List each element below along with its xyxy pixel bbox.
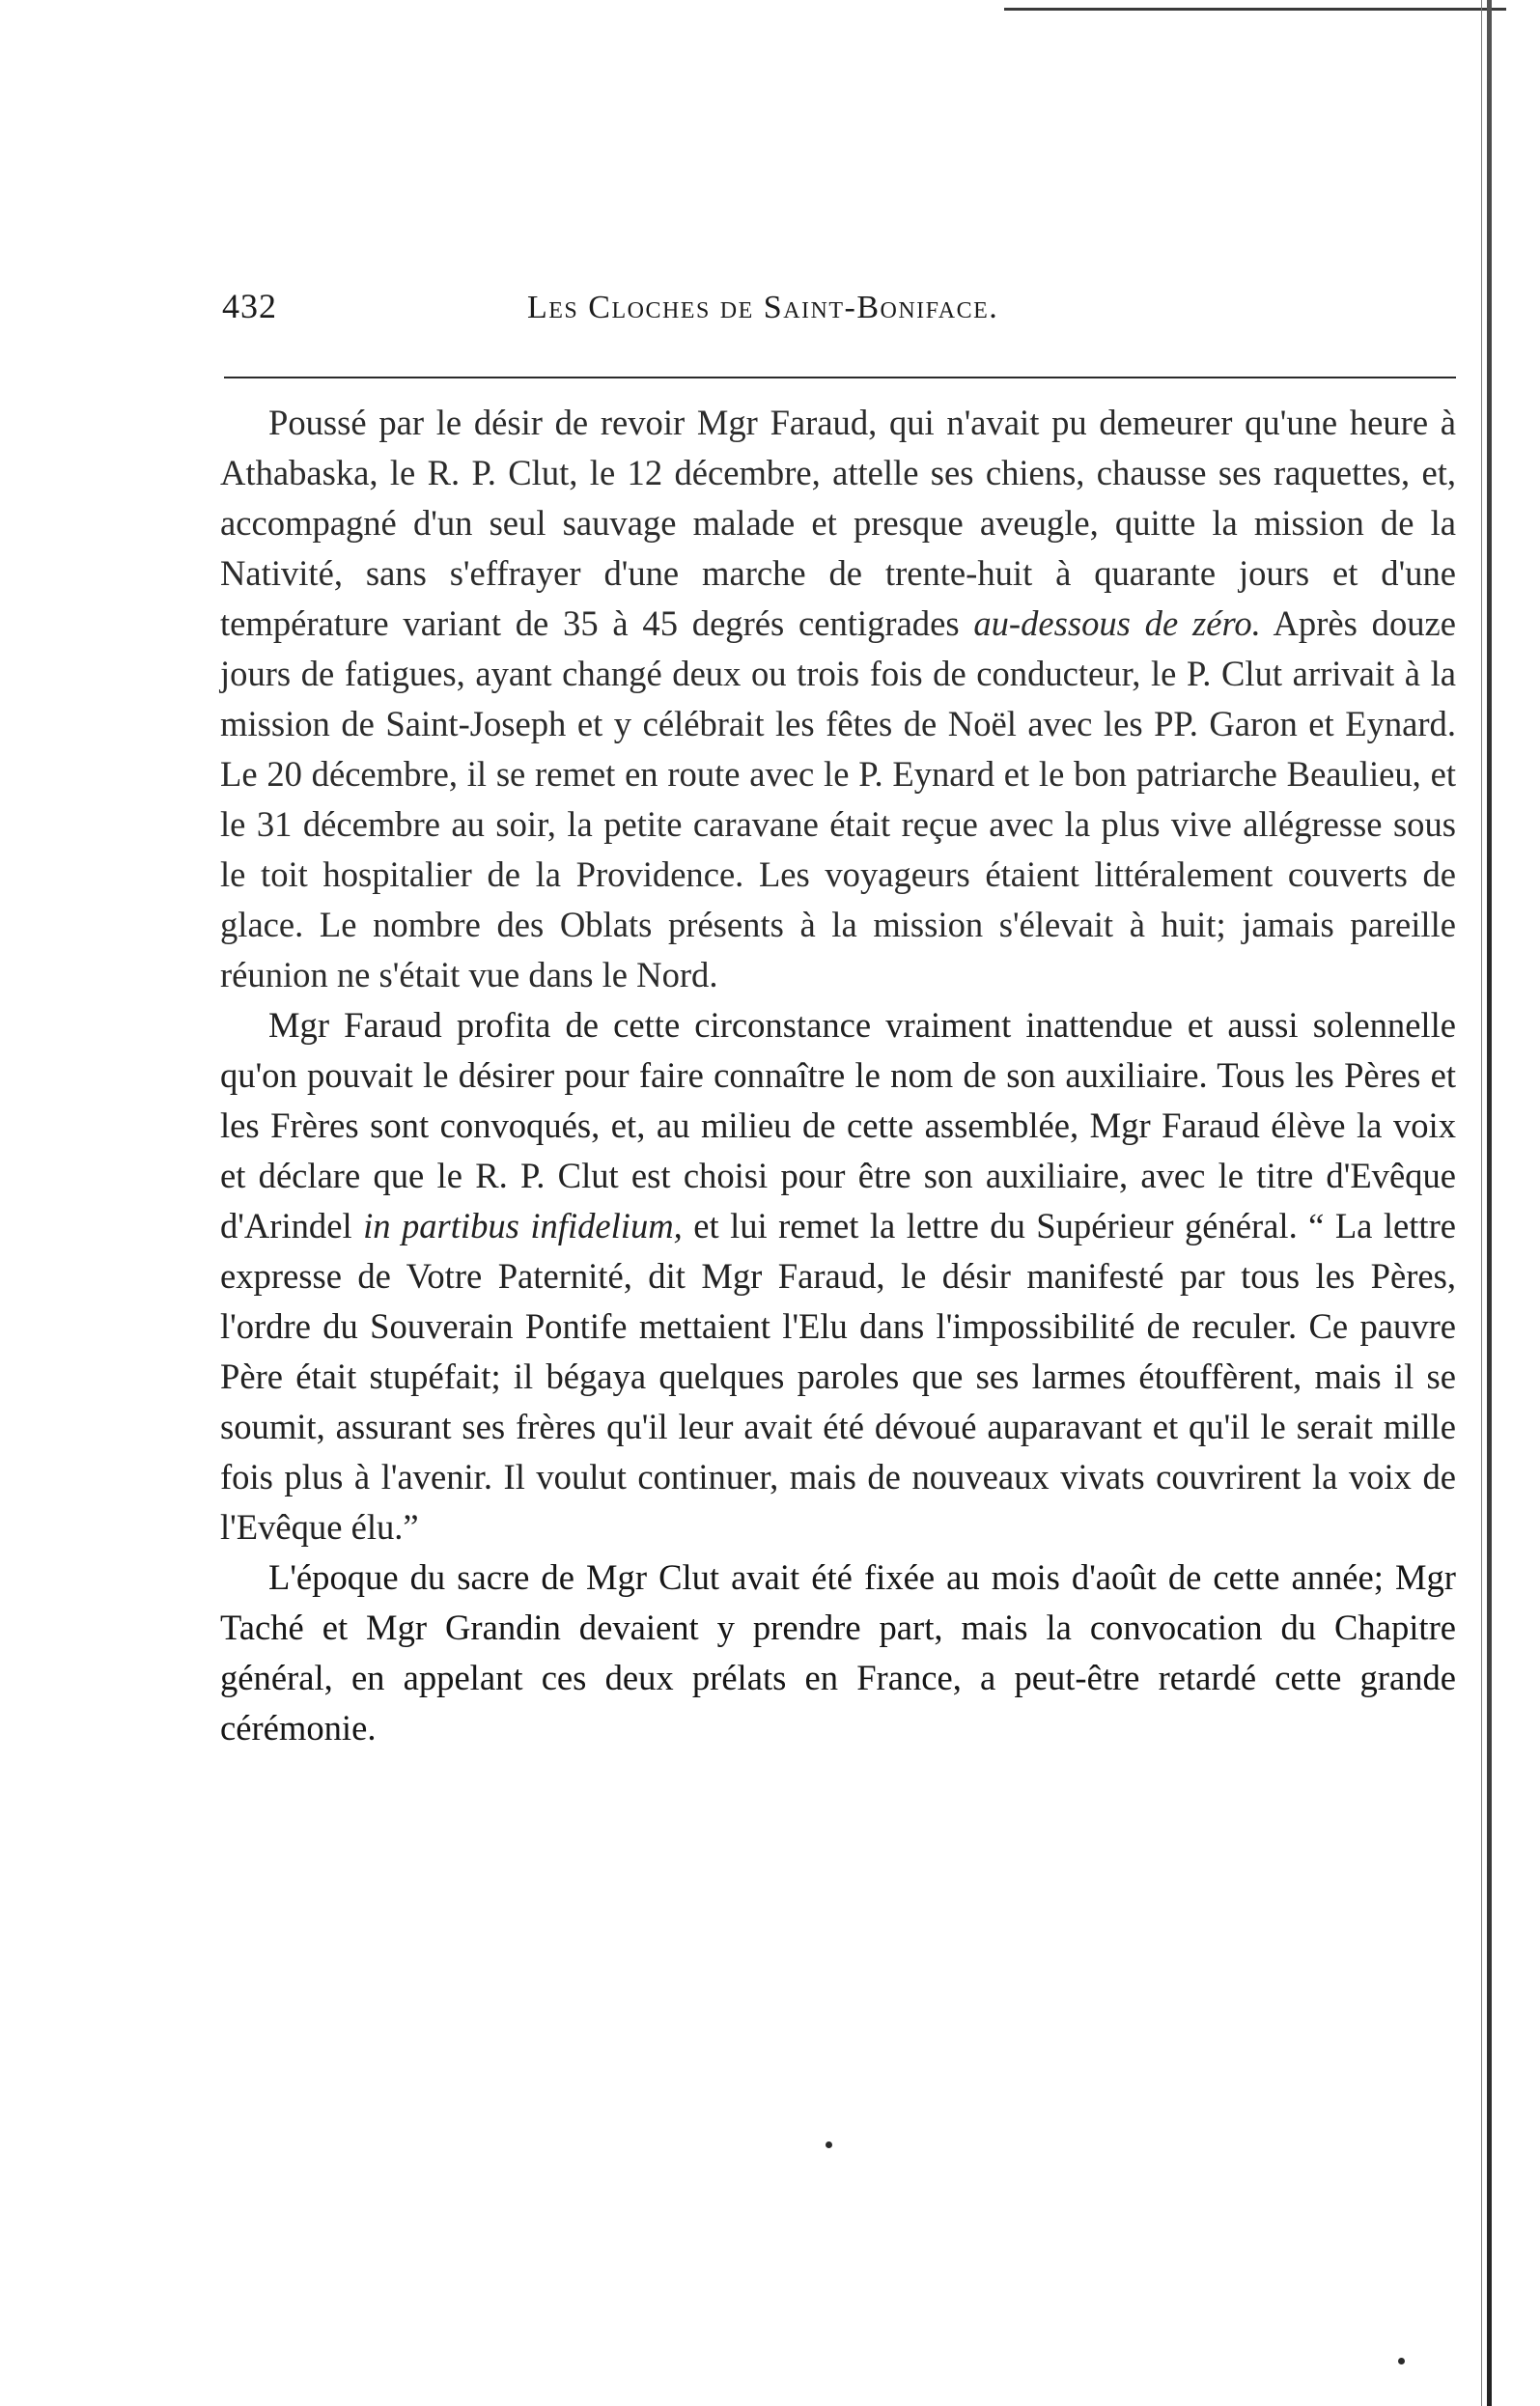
paragraph-1-text-a: Poussé par le désir de revoir Mgr Faraud, qui n'avait pu demeurer qu'une heure à Athabaska, le R. P. Clut, le 12 décembre, attelle ses chiens, chausse ses raquettes, et, accompagné d'un seul sauvage malade et presque aveugle, quitte la mission de la Nativité, sans s'effrayer d'une marche de trente-huit à quarante jours et d'une température variant de 35 à 45 degrés centigrades <box>220 403 1456 643</box>
page-number: 432 <box>222 287 277 325</box>
body-text <box>220 398 1456 1753</box>
paragraph-3-text: L'époque du sacre de Mgr Clut avait été fixée au mois d'août de cette année; Mgr Taché et Mgr Grandin devaient y prendre part, mais la convocation du Chapitre général, en appelant ces deux prélats en France, a peut-être retardé cette grande cérémonie. <box>220 1557 1456 1748</box>
page-header <box>222 286 1448 344</box>
paragraph-3 <box>220 1553 1456 1753</box>
header-rule <box>224 377 1456 378</box>
ink-speck <box>1398 2358 1405 2364</box>
paragraph-1-italic: au-dessous de zéro. <box>973 603 1261 643</box>
paragraph-2-italic: in partibus infidelium, <box>363 1206 683 1245</box>
paragraph-2-text-b: et lui remet la lettre du Supérieur général. “ La lettre expresse de Votre Paternité, dit Mgr Faraud, le désir manifesté par tous les Pères, l'ordre du Souverain Pontife mettaient l'Elu dans l'impossibilité de reculer. Ce pauvre Père était stupéfait; il bégaya quelques paroles que ses larmes étouffèrent, mais il se soumit, assurant ses frères qu'il leur avait été dévoué auparavant et qu'il le serait mille fois plus à l'avenir. Il voulut continuer, mais de nouveaux vivats couvrirent la voix de l'Evêque élu.” <box>220 1206 1456 1547</box>
paragraph-2-text-a: Mgr Faraud profita de cette circonstance vraiment inattendue et aussi solennelle qu'on pouvait le désirer pour faire connaître le nom de son auxiliaire. Tous les Pères et les Frères sont convoqués, et, au milieu de cette assemblée, Mgr Faraud élève la voix et déclare que le R. P. Clut est choisi pour être son auxiliaire, avec le titre d'Evêque d'Arindel <box>220 1005 1456 1245</box>
paragraph-1 <box>220 398 1456 1000</box>
paragraph-1-text-b: Après douze jours de fatigues, ayant changé deux ou trois fois de conducteur, le P. Clut arrivait à la mission de Saint-Joseph et y célébrait les fêtes de Noël avec les PP. Garon et Eynard. Le 20 décembre, il se remet en route avec le P. Eynard et le bon patriarche Beaulieu, et le 31 décembre au soir, la petite caravane était reçue avec la plus vive allégresse sous le toit hospitalier de la Providence. Les voyageurs étaient littéralement couverts de glace. Le nombre des Oblats présents à la mission s'élevait à huit; jamais pareille réunion ne s'était vue dans le Nord. <box>220 603 1456 994</box>
page-edge-right <box>1487 0 1492 2406</box>
paragraph-2 <box>220 1000 1456 1553</box>
page-edge-top <box>1004 8 1506 11</box>
ink-speck <box>826 2141 832 2148</box>
running-head: Les Cloches de Saint-Boniface. <box>527 290 999 325</box>
page-edge-shadow <box>1481 0 1482 2406</box>
